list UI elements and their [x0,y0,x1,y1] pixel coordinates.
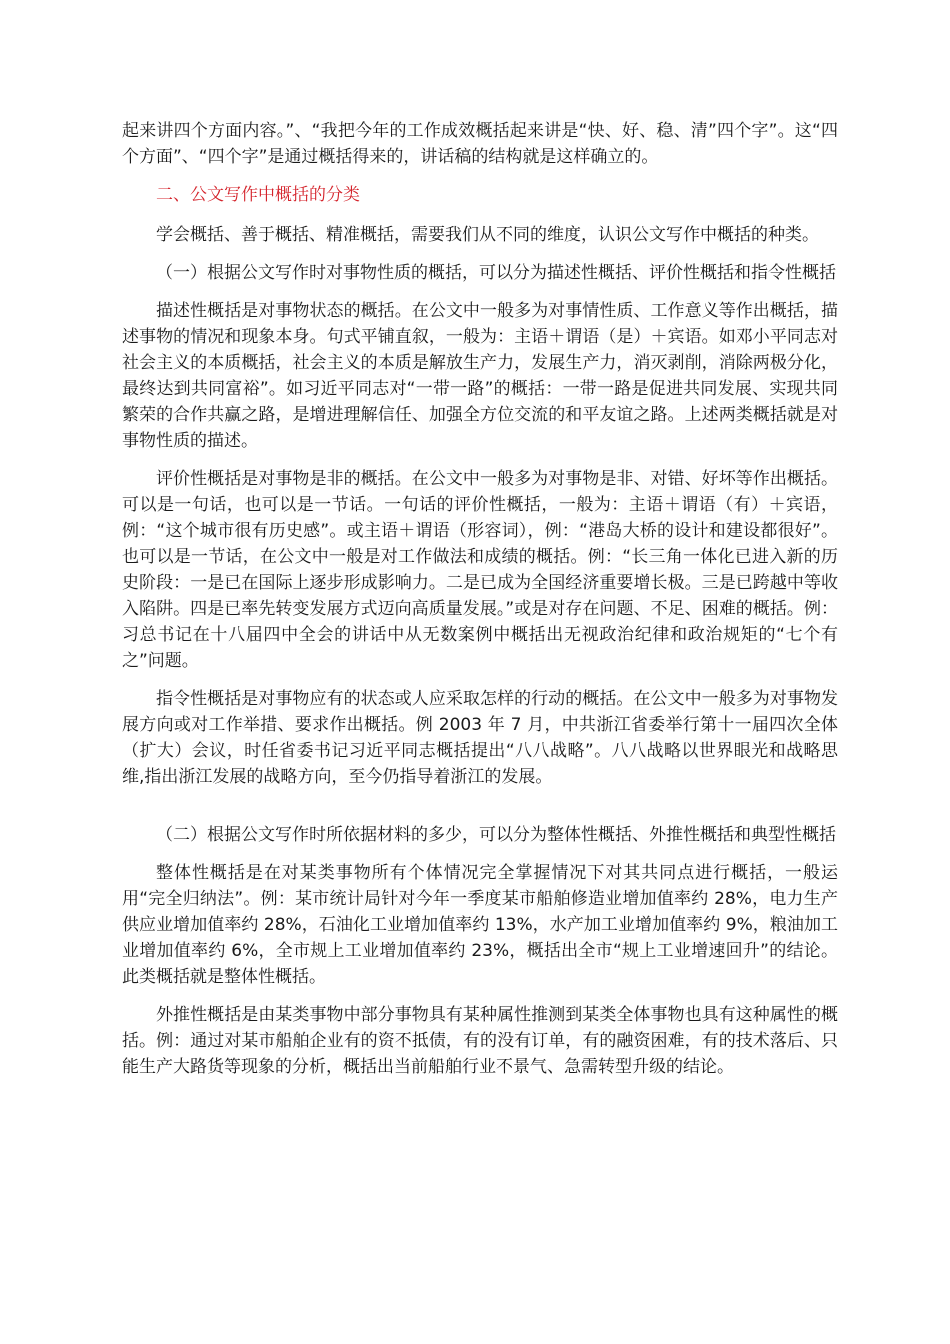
paragraph-spacer [122,802,838,822]
holistic-summary-paragraph: 整体性概括是在对某类事物所有个体情况完全掌握情况下对其共同点进行概括，一般运用“完全归纳法”。例：某市统计局针对今年一季度某市船舶修造业增加值率约 28%，电力生产供应业增加值率约 28%，石油化工业增加值率约 13%，水产加工业增加值率约 9%，粮油加工业增加值率约 6%，全市规上工业增加值率约 23%，概括出全市“规上工业增速回升”的结论。此类概括就是整体性概括。 [122,863,838,987]
evaluative-summary-paragraph: 评价性概括是对事物是非的概括。在公文中一般多为对事物是非、对错、好坏等作出概括。可以是一句话，也可以是一节话。一句话的评价性概括，一般为：主语＋谓语（有）＋宾语，例：“这个城市很有历史感”。或主语＋谓语（形容词），例：“港岛大桥的设计和建设都很好”。也可以是一节话，在公文中一般是对工作做法和成绩的概括。例：“长三角一体化已进入新的历史阶段：一是已在国际上逐步形成影响力。二是已成为全国经济重要增长极。三是已跨越中等收入陷阱。四是已率先转变发展方式迈向高质量发展。”或是对存在问题、不足、困难的概括。例：习总书记在十八届四中全会的讲话中从无数案例中概括出无视政治纪律和政治规矩的“七个有之”问题。 [122,469,838,671]
descriptive-summary-paragraph: 描述性概括是对事物状态的概括。在公文中一般多为对事情性质、工作意义等作出概括，描述事物的情况和现象本身。句式平铺直叙，一般为：主语＋谓语（是）＋宾语。如邓小平同志对社会主义的本质概括，社会主义的本质是解放生产力，发展生产力，消灭剥削，消除两极分化，最终达到共同富裕”。如习近平同志对“一带一路”的概括：一带一路是促进共同发展、实现共同繁荣的合作共赢之路，是增进理解信任、加强全方位交流的和平友谊之路。上述两类概括就是对事物性质的描述。 [122,301,838,451]
extrapolative-summary-paragraph: 外推性概括是由某类事物中部分事物具有某种属性推测到某类全体事物也具有这种属性的概括。例：通过对某市船舶企业有的资不抵债，有的没有订单，有的融资困难，有的技术落后、只能生产大路货等现象的分析，概括出当前船舶行业不景气、急需转型升级的结论。 [122,1005,838,1077]
section-intro-paragraph: 学会概括、善于概括、精准概括，需要我们从不同的维度，认识公文写作中概括的种类。 [156,225,819,245]
subsection-2-heading: （二）根据公文写作时所依据材料的多少，可以分为整体性概括、外推性概括和典型性概括 [156,825,836,845]
intro-paragraph: 起来讲四个方面内容。”、“我把今年的工作成效概括起来讲是“快、好、稳、清”四个字”。这“四个方面”、“四个字”是通过概括得来的，讲话稿的结构就是这样确立的。 [122,121,838,167]
section-heading: 二、公文写作中概括的分类 [156,185,360,205]
document-page [122,118,838,1092]
subsection-1-heading: （一）根据公文写作时对事物性质的概括，可以分为描述性概括、评价性概括和指令性概括 [156,263,836,283]
directive-summary-paragraph: 指令性概括是对事物应有的状态或人应采取怎样的行动的概括。在公文中一般多为对事物发展方向或对工作举措、要求作出概括。例 2003 年 7 月，中共浙江省委举行第十一届四次全体（扩大）会议，时任省委书记习近平同志概括提出“八八战略”。八八战略以世界眼光和战略思维,指出浙江发展的战略方向，至今仍指导着浙江的发展。 [122,689,838,787]
